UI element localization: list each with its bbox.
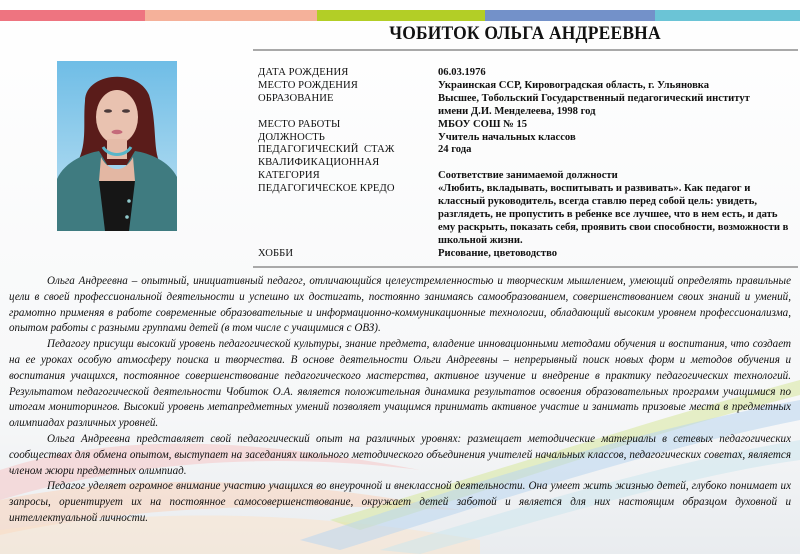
biography-paragraph: Педагогу присущи высокий уровень педагогической культуры, знание предмета, владение инновационными методами обучения и воспитания, что создает на ее уроках особую атмосферу поиска и творчества. В основе деятельности Ольги Андреевны – непрерывный поиск новых форм и методов обучения и воспитания учащихся, постоянное совершенствование педагогического мастерства, активное изучение и внедрение в практику педагогических технологий. Результатом педагогической деятельности Чобиток О.А. является положительная динамика результатов освоения образовательных программ учащимися по итогам мониторингов. Высокий уровень метапредметных умений позволяет учащимся принимать активное участие и занимать призовые места в предметных олимпиадах различных уровней. [9, 338, 791, 430]
profile-row-qualification [258, 157, 798, 183]
profile-row-birth-place [258, 80, 798, 93]
profile-row-hobby [258, 248, 798, 261]
profile-label: ДАТА РОЖДЕНИЯ [258, 67, 349, 78]
profile-value: 24 года [438, 144, 472, 156]
profile-label: ХОББИ [258, 247, 294, 259]
profile-value: Высшее, Тобольский Государственный педагогический институт имени Д.И. Менделеева, 1998 год [438, 92, 750, 117]
profile-label: ОБРАЗОВАНИЕ [258, 92, 334, 104]
table-divider [253, 266, 798, 268]
biography-text [9, 274, 791, 527]
profile-label: МЕСТО РОЖДЕНИЯ [258, 79, 358, 91]
color-bar-segment-blue [485, 10, 655, 21]
profile-value: МБОУ СОШ № 15 [438, 118, 528, 130]
header-color-bar [0, 10, 800, 21]
page-title: ЧОБИТОК ОЛЬГА АНДРЕЕВНА [389, 23, 661, 44]
portrait-photo [57, 61, 177, 231]
profile-value: Учитель начальных классов [438, 131, 576, 143]
profile-value: «Любить, вкладывать, воспитывать и развивать». Как педагог и классный руководитель, всегда ставлю перед собой цель: увидеть, разглядеть, не пропустить в ребенке все лучшее, что в нем есть, и дать ему раскрыть, показать себя, проявить свои способности, возможности в школьной жизни. [438, 183, 789, 246]
profile-label: МЕСТО РАБОТЫ [258, 118, 341, 130]
biography-paragraph: Ольга Андреевна – опытный, инициативный педагог, отличающийся целеустремленностью и творческим мышлением, умеющий определять правильные цели в своей профессиональной деятельности и успешно их достигать, постоянно занимаясь самообразованием, совершенствованием своих знаний и умений, грамотно применяя в работе современные образовательные и информационно-коммуникационные технологии, обладающий высоким уровнем профессионализма, опытом работы с разными группами детей (в том числе с учащимися с ОВЗ). [9, 275, 791, 335]
profile-row-workplace [258, 119, 798, 132]
color-bar-segment-green [317, 10, 485, 21]
profile-label: КВАЛИФИКАЦИОННАЯ КАТЕГОРИЯ [258, 157, 380, 182]
profile-value: Украинская ССР, Кировоградская область, г. Ульяновка [438, 79, 710, 91]
profile-row-birth-date [258, 67, 798, 80]
profile-row-experience [258, 144, 798, 157]
profile-table [258, 67, 798, 261]
profile-label: ПЕДАГОГИЧЕСКИЙ СТАЖ [258, 144, 395, 156]
profile-label: ДОЛЖНОСТЬ [258, 131, 325, 143]
profile-value: 06.03.1976 [438, 67, 486, 78]
title-divider [253, 49, 798, 51]
profile-value: Соответствие занимаемой должности [438, 170, 618, 182]
profile-value: Рисование, цветоводство [438, 247, 558, 259]
color-bar-segment-pink [0, 10, 145, 21]
color-bar-segment-cyan [655, 10, 800, 21]
profile-row-education [258, 93, 798, 119]
profile-row-credo [258, 183, 798, 248]
biography-paragraph: Педагог уделяет огромное внимание участию учащихся во внеурочной и внеклассной деятельности. Она умеет жить жизнью детей, глубоко понимает их запросы, ориентирует их на постоянное самосовершенствование, окружает детей заботой и является для них настоящим образцом духовной и интеллектуальной личности. [9, 480, 791, 524]
biography-paragraph: Ольга Андреевна представляет свой педагогический опыт на различных уровнях: размещает методические материалы в сетевых педагогических сообществах для обмена опытом, выступает на заседаниях школьного методического объединения учителей начальных классов, педагогических советах, является членом жюри предметных олимпиад. [9, 432, 791, 477]
profile-label: ПЕДАГОГИЧЕСКОЕ КРЕДО [258, 183, 395, 195]
profile-row-position [258, 132, 798, 145]
color-bar-segment-peach [145, 10, 317, 21]
